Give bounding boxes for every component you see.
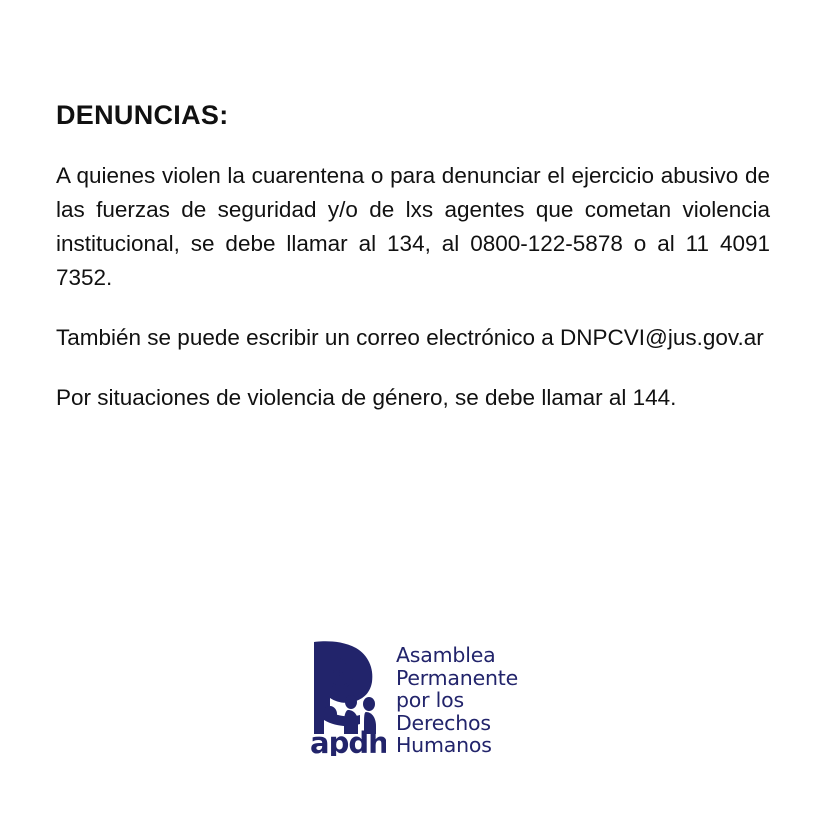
logo-wordmark [396, 638, 518, 757]
logo-group [308, 638, 518, 757]
paragraph-denuncias: A quienes violen la cuarentena o para denunciar el ejercicio abusivo de las fuerzas de seguridad y/o de lxs agentes que cometan violencia institucional, se debe llamar al 134, al 0800-122-5878 o al 11 4091 7352. [56, 163, 770, 290]
logo-line-2: Permanente [395, 665, 519, 690]
organization-logo [0, 638, 826, 757]
logo-line-1: Asamblea [395, 643, 496, 667]
paragraph-correo: También se puede escribir un correo electrónico a DNPCVI@jus.gov.ar [56, 325, 764, 350]
page-title: DENUNCIAS: [56, 100, 229, 130]
svg-text:apdh: apdh [309, 726, 386, 756]
document-body [56, 100, 770, 415]
paragraph-violencia-genero: Por situaciones de violencia de género, se debe llamar al 144. [56, 385, 677, 410]
logo-line-5: Humanos [395, 733, 492, 757]
logo-line-4: Derechos [395, 710, 491, 735]
apdh-logo-icon [308, 638, 386, 756]
logo-line-3: por los [395, 688, 464, 712]
